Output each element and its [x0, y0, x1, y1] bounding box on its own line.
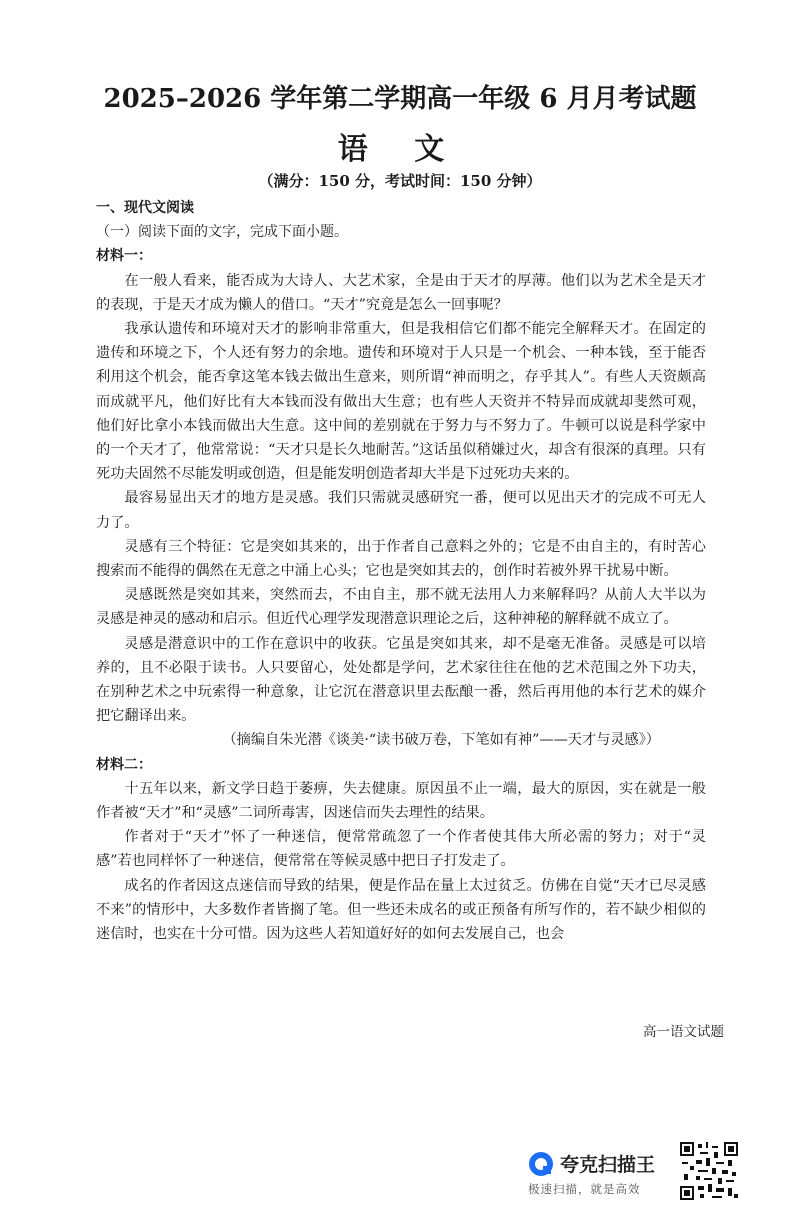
material-two-paragraph: 十五年以来，新文学日趋于萎痹，失去健康。原因虽不止一端，最大的原因，实在就是一般作者被“天才”和“灵感”二词所毒害，因迷信而失去理性的结果。 [96, 780, 706, 822]
material-two-paragraph: 成名的作者因这点迷信而导致的结果，便是作品在量上太过贫乏。仿佛在自觉“天才已尽灵感不来”的情形中，大多数作者皆搁了笔。但一些还未成名的或正预备有所写作的，若不缺少相似的迷信时，也实在十分可惜。因为这些人若知道好好的如何去发展自己，也会 [96, 877, 706, 943]
material-one-paragraph: 最容易显出天才的地方是灵感。我们只需就灵感研究一番，便可以见出天才的完成不可无人力了。 [96, 490, 706, 531]
material-two-paragraph: 作者对于“天才”怀了一种迷信，便常常疏忽了一个作者使其伟大所必需的努力；对于“灵感”若也同样怀了一种迷信，便常常在等候灵感中把日子打发走了。 [96, 829, 706, 870]
material-one-paragraph: 灵感既然是突如其来，突然而去，不由自主，那不就无法用人力来解释吗？从前人大半以为灵感是神灵的感动和启示。但近代心理学发现潜意识理论之后，这种神秘的解释就不成立了。 [96, 587, 706, 628]
exam-content [96, 196, 706, 946]
qr-code-icon [680, 1142, 738, 1200]
exam-meta: （满分：150 分，考试时间：150 分钟） [258, 172, 542, 190]
material-one-label: 材料一： [96, 248, 152, 265]
page-footer-label: 高一语文试题 [643, 1024, 724, 1040]
material-one-paragraph: 在一般人看来，能否成为大诗人、大艺术家，全是由于天才的厚薄。他们以为艺术全是天才的表现，于是天才成为懒人的借口。“天才”究竟是怎么一回事呢？ [96, 272, 706, 313]
subject-title: 语 文 [337, 132, 463, 167]
scanner-watermark [528, 1148, 673, 1198]
material-one-paragraph: 我承认遗传和环境对天才的影响非常重大，但是我相信它们都不能完全解释天才。在固定的遗传和环境之下，个人还有努力的余地。遗传和环境对于人只是一个机会、一种本钱，至于能否利用这个机会，能否拿这笔本钱去做出生意来，则所谓“神而明之，存乎其人”。有些人天资颇高而成就平凡，他们好比有大本钱而没有做出大生意；也有些人天资并不特异而成就却斐然可观，他们好比拿小本钱而做出大生意。这中间的差别就在于努力与不努力了。牛顿可以说是科学家中的一个天才了，他常常说：“天才只是长久地耐苦。”这话虽似稍嫌过火，却含有很深的真理。只有死功夫固然不尽能发明或创造，但是能发明创造者却大半是下过死功夫来的。 [96, 321, 706, 483]
exam-title: 2025–2026 学年第二学期高一年级 6 月月考试题 [103, 84, 697, 114]
material-one-paragraph: 灵感有三个特征：它是突如其来的，出于作者自己意料之外的；它是不由自主的，有时苦心搜索而不能得的偶然在无意之中涌上心头；它也是突如其去的，创作时若被外界干扰易中断。 [96, 538, 706, 580]
section-subheading: （一）阅读下面的文字，完成下面小题。 [96, 224, 348, 241]
scanner-brand-tagline: 极速扫描，就是高效 [528, 1182, 641, 1196]
material-one-citation: （摘编自朱光潜《谈美·“读书破万卷，下笔如有神”——天才与灵感》） [222, 732, 660, 749]
scanner-brand-name: 夸克扫描王 [560, 1154, 656, 1176]
material-two-label: 材料二： [96, 756, 152, 773]
quark-logo-icon [528, 1151, 554, 1177]
section-heading: 一、现代文阅读 [96, 200, 194, 216]
material-one-paragraph: 灵感是潜意识中的工作在意识中的收获。它虽是突如其来，却不是毫无准备。灵感是可以培养的，且不必限于读书。人只要留心，处处都是学问，艺术家往往在他的艺术范围之外下功夫，在别种艺术之中玩索得一种意象，让它沉在潜意识里去酝酿一番，然后再用他的本行艺术的媒介把它翻译出来。 [96, 635, 706, 725]
